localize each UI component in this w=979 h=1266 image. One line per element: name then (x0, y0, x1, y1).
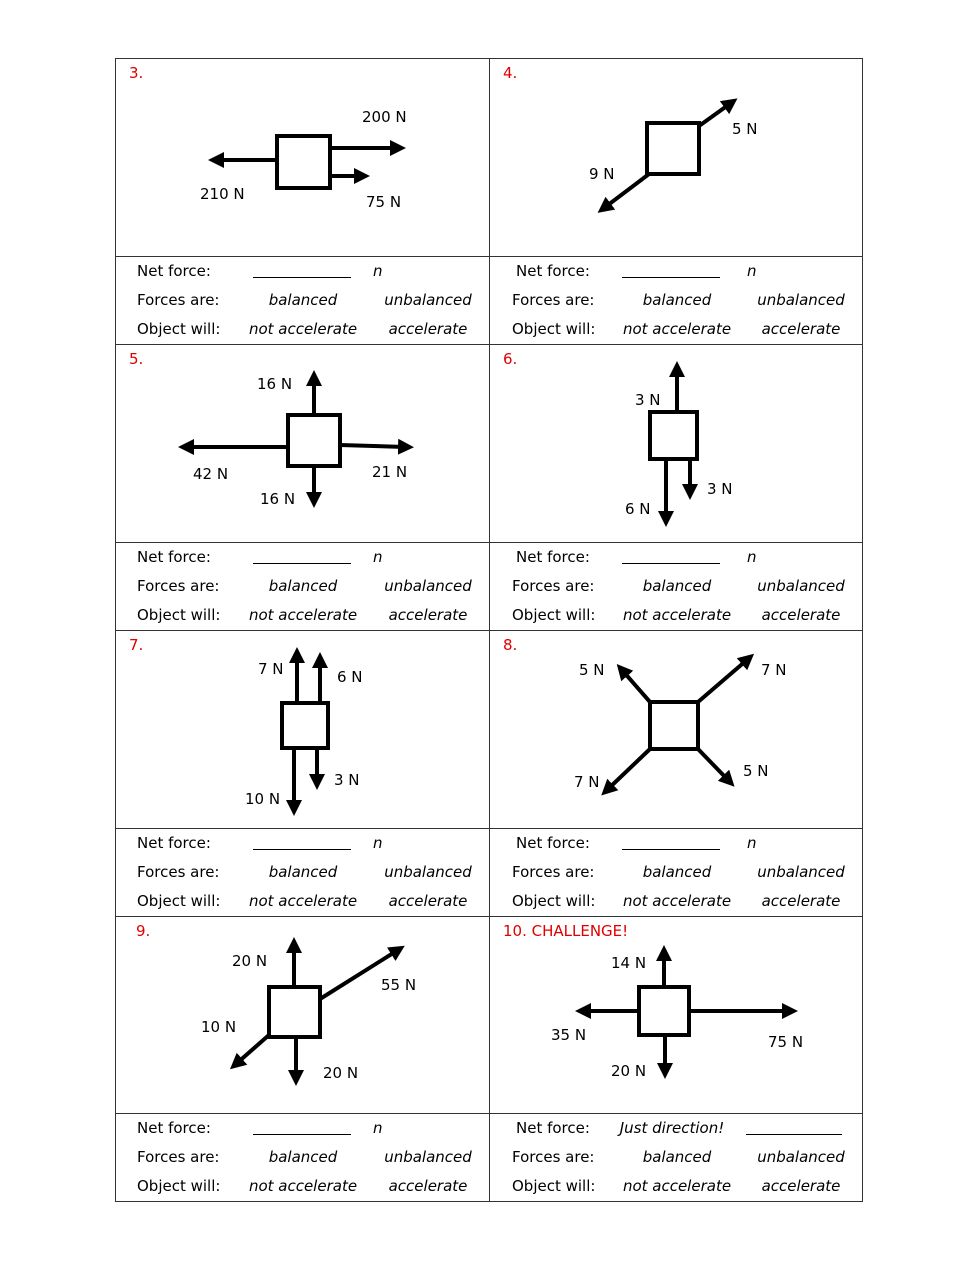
option-not-accelerate[interactable]: not accelerate (622, 606, 732, 624)
challenge-hint: Just direction! (619, 1119, 725, 1137)
option-accelerate[interactable]: accelerate (388, 320, 468, 338)
force-label: 6 N (625, 500, 651, 518)
force-label: 10 N (245, 790, 281, 808)
answer-block: Net force: n Forces are: balanced unbalanced Object will: not accelerate accelerate (489, 832, 863, 920)
force-label: 55 N (381, 976, 417, 994)
option-balanced[interactable]: balanced (268, 577, 338, 595)
option-accelerate[interactable]: accelerate (388, 892, 468, 910)
answer-blank[interactable] (253, 1134, 351, 1135)
force-label: 75 N (366, 193, 402, 211)
option-unbalanced[interactable]: unbalanced (384, 863, 472, 881)
force-label: 42 N (193, 465, 229, 483)
force-label: 20 N (611, 1062, 647, 1080)
force-label: 10 N (201, 1018, 237, 1036)
problem-number: 3. (129, 64, 144, 82)
force-label: 9 N (589, 165, 615, 183)
answer-block: Net force: Just direction! Forces are: balanced unbalanced Object will: not accelerate accelerate (489, 1117, 863, 1205)
answer-blank[interactable] (253, 563, 351, 564)
option-unbalanced[interactable]: unbalanced (757, 577, 845, 595)
option-unbalanced[interactable]: unbalanced (757, 291, 845, 309)
option-accelerate[interactable]: accelerate (761, 606, 841, 624)
force-label: 210 N (200, 185, 245, 203)
answer-blank[interactable] (253, 277, 351, 278)
force-label: 20 N (232, 952, 268, 970)
option-accelerate[interactable]: accelerate (761, 892, 841, 910)
force-label: 5 N (743, 762, 769, 780)
force-label: 6 N (337, 668, 363, 686)
force-label: 200 N (362, 108, 407, 126)
problem-number: 6. (503, 350, 518, 368)
problem-number: 8. (503, 636, 518, 654)
option-unbalanced[interactable]: unbalanced (384, 291, 472, 309)
force-label: 35 N (551, 1026, 587, 1044)
answer-block: Net force: n Forces are: balanced unbalanced Object will: not accelerate accelerate (489, 260, 863, 348)
option-not-accelerate[interactable]: not accelerate (622, 1177, 732, 1195)
option-balanced[interactable]: balanced (642, 291, 712, 309)
problem-number: 4. (503, 64, 518, 82)
problem-number: 10. CHALLENGE! (503, 922, 629, 940)
option-unbalanced[interactable]: unbalanced (757, 1148, 845, 1166)
option-unbalanced[interactable]: unbalanced (384, 577, 472, 595)
answer-blank[interactable] (622, 563, 720, 564)
option-accelerate[interactable]: accelerate (388, 1177, 468, 1195)
option-not-accelerate[interactable]: not accelerate (248, 892, 358, 910)
option-balanced[interactable]: balanced (268, 291, 338, 309)
option-unbalanced[interactable]: unbalanced (384, 1148, 472, 1166)
option-accelerate[interactable]: accelerate (761, 320, 841, 338)
answer-blank[interactable] (746, 1134, 842, 1135)
option-balanced[interactable]: balanced (268, 1148, 338, 1166)
problem-number: 7. (129, 636, 144, 654)
answer-blank[interactable] (622, 277, 720, 278)
option-not-accelerate[interactable]: not accelerate (248, 1177, 358, 1195)
force-label: 14 N (611, 954, 647, 972)
force-label: 7 N (258, 660, 284, 678)
option-balanced[interactable]: balanced (642, 577, 712, 595)
option-accelerate[interactable]: accelerate (761, 1177, 841, 1195)
problem-number: 5. (129, 350, 144, 368)
force-label: 20 N (323, 1064, 359, 1082)
option-not-accelerate[interactable]: not accelerate (622, 320, 732, 338)
force-label: 7 N (574, 773, 600, 791)
answer-block: Net force: n Forces are: balanced unbalanced Object will: not accelerate accelerate (115, 260, 489, 348)
force-label: 3 N (334, 771, 360, 789)
force-label: 16 N (260, 490, 296, 508)
answer-block: Net force: n Forces are: balanced unbalanced Object will: not accelerate accelerate (115, 832, 489, 920)
option-not-accelerate[interactable]: not accelerate (622, 892, 732, 910)
force-label: 75 N (768, 1033, 804, 1051)
answer-block: Net force: n Forces are: balanced unbalanced Object will: not accelerate accelerate (489, 546, 863, 634)
object-box (639, 987, 689, 1035)
force-label: 16 N (257, 375, 293, 393)
answer-blank[interactable] (253, 849, 351, 850)
option-balanced[interactable]: balanced (642, 1148, 712, 1166)
force-label: 3 N (707, 480, 733, 498)
force-label: 7 N (761, 661, 787, 679)
option-not-accelerate[interactable]: not accelerate (248, 606, 358, 624)
option-accelerate[interactable]: accelerate (388, 606, 468, 624)
force-label: 21 N (372, 463, 408, 481)
option-balanced[interactable]: balanced (268, 863, 338, 881)
force-label: 5 N (579, 661, 605, 679)
answer-blank[interactable] (622, 849, 720, 850)
force-label: 5 N (732, 120, 758, 138)
force-label: 3 N (635, 391, 661, 409)
answer-block: Net force: n Forces are: balanced unbalanced Object will: not accelerate accelerate (115, 546, 489, 634)
option-not-accelerate[interactable]: not accelerate (248, 320, 358, 338)
option-balanced[interactable]: balanced (642, 863, 712, 881)
option-unbalanced[interactable]: unbalanced (757, 863, 845, 881)
answer-block: Net force: n Forces are: balanced unbalanced Object will: not accelerate accelerate (115, 1117, 489, 1205)
problem-number: 9. (136, 922, 151, 940)
